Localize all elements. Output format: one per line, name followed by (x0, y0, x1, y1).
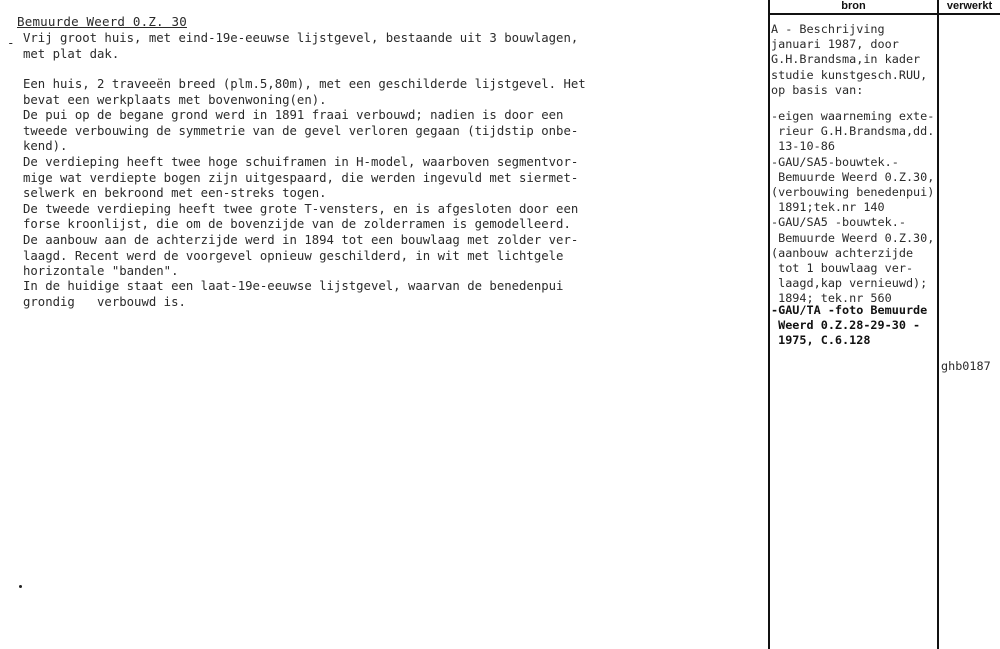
column-header-bron: bron (841, 0, 866, 12)
source-list: -eigen waarneming exte- rieur G.H.Brandsma,dd. 13-10-86 -GAU/SA5-bouwtek.- Bemuurde Weerd 0.Z.30, (verbouwing benedenpui) 1891;tek.nr 140 -GAU/SA5 -bouwtek.- Bemuurde Weerd 0.Z.30, (aanbouw achterzijde tot 1 bouwlaag ver- laagd,kap vernieuwd); 1894; tek.nr 560 (771, 109, 935, 306)
margin-dash: - (7, 35, 15, 50)
document-title: Bemuurde Weerd 0.Z. 30 (17, 14, 187, 29)
paragraph-summary: Vrij groot huis, met eind-19e-eeuwse lijstgevel, bestaande uit 3 bouwlagen, met plat dak. (23, 31, 579, 61)
column-header-verwerkt: verwerkt (946, 0, 993, 12)
table-column-divider-right (937, 0, 939, 649)
source-photo: -GAU/TA -foto Bemuurde Weerd 0.Z.28-29-30 - 1975, C.6.128 (771, 303, 928, 348)
source-description: A - Beschrijving januari 1987, door G.H.Brandsma,in kader studie kunstgesch.RUU, op basis van: (771, 22, 928, 97)
stray-dot (19, 585, 22, 588)
paragraph-description: Een huis, 2 traveeën breed (plm.5,80m), met een geschilderde lijstgevel. Het bevat een werkplaats met bovenwoning(en). De pui op de begane grond werd in 1891 fraai verbouwd; nadien is door een tweede verbouwing de symmetrie van de gevel verloren gegaan (tijdstip onbe- kend). De verdieping heeft twee hoge schuiframen in H-model, waarboven segmentvor- mige wat verdiepte bogen zijn uitgespaard, die werden ingevuld met siermet- selwerk en bekroond met een-streks togen. De tweede verdieping heeft twee grote T-vensters, en is afgesloten door een forse kroonlijst, die om de bovenzijde van de zolderramen is gemodelleerd. De aanbouw aan de achterzijde werd in 1894 tot een bouwlaag met zolder ver- laagd. Recent werd de voorgevel opnieuw geschilderd, in wit met lichtgele horizontale "banden". (23, 77, 586, 279)
table-header-rule (768, 13, 1000, 15)
table-column-divider-left (768, 0, 770, 649)
paragraph-current-state: In de huidige staat een laat-19e-eeuwse lijstgevel, waarvan de benedenpui grondig verbouwd is. (23, 279, 564, 309)
verwerkt-reference-code: ghb0187 (941, 359, 991, 373)
